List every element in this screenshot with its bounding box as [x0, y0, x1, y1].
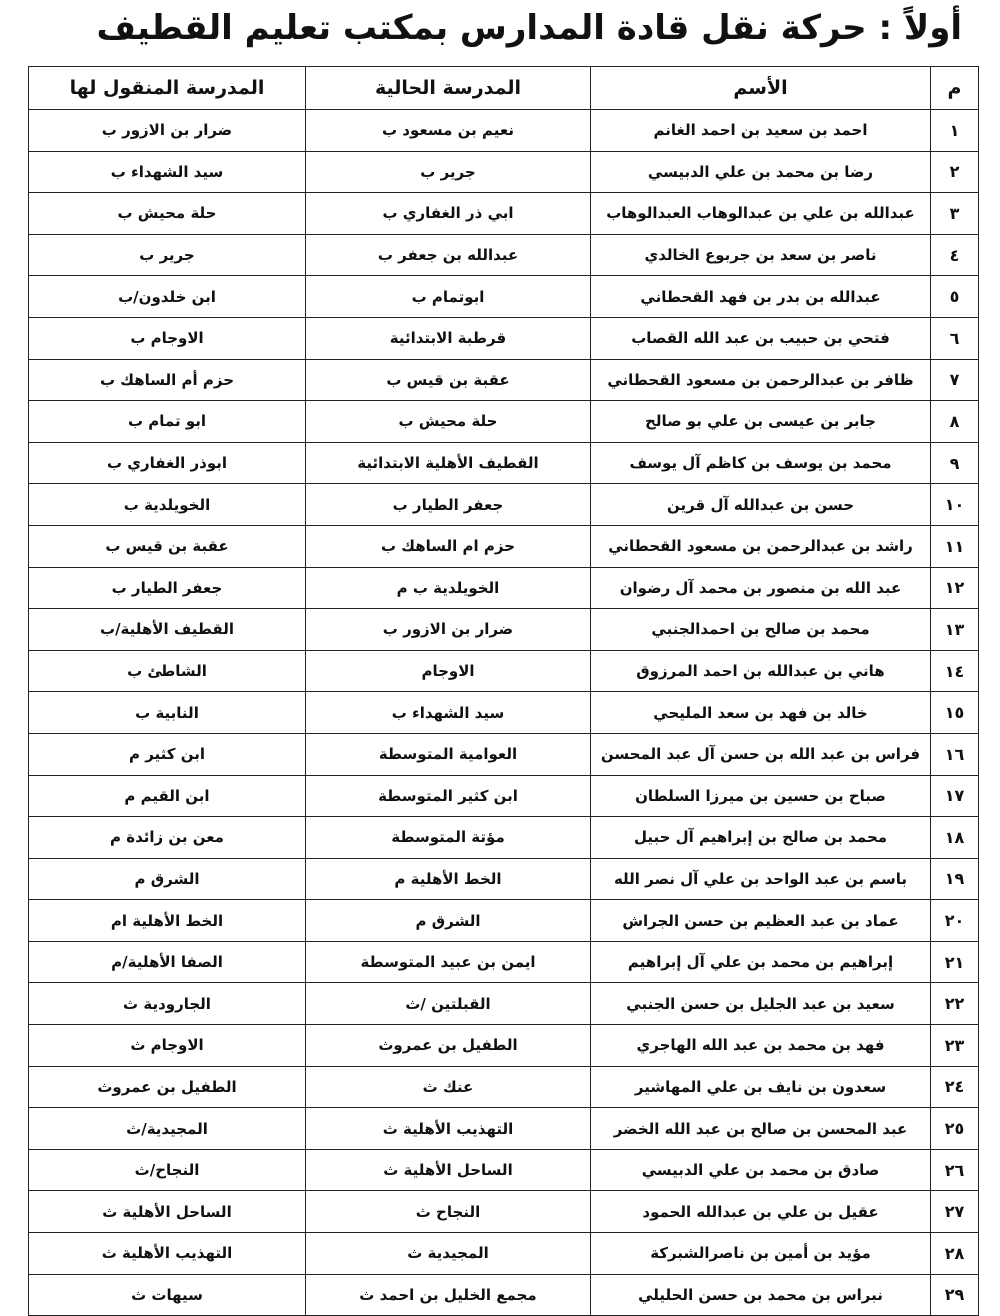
row-name: هاني بن عبدالله بن احمد المرزوق — [591, 650, 931, 692]
row-current-school: المجيدية ث — [306, 1233, 591, 1275]
row-transferred-to: المجيدية/ث — [29, 1108, 306, 1150]
row-transferred-to: القطيف الأهلية/ب — [29, 609, 306, 651]
row-transferred-to: الساحل الأهلية ث — [29, 1191, 306, 1233]
row-number: ١٥ — [931, 692, 979, 734]
row-name: عقيل بن علي بن عبدالله الحمود — [591, 1191, 931, 1233]
row-current-school: الطفيل بن عمروث — [306, 1025, 591, 1067]
table-row — [29, 983, 979, 1025]
table-row — [29, 567, 979, 609]
row-name: صباح بن حسين بن ميرزا السلطان — [591, 775, 931, 817]
row-current-school: القبلتين /ث — [306, 983, 591, 1025]
row-transferred-to: ابن القيم م — [29, 775, 306, 817]
row-transferred-to: الطفيل بن عمروث — [29, 1066, 306, 1108]
table-row — [29, 193, 979, 235]
row-number: ١٠ — [931, 484, 979, 526]
row-transferred-to: معن بن زائدة م — [29, 817, 306, 859]
row-transferred-to: الجارودية ث — [29, 983, 306, 1025]
row-current-school: حزم ام الساهك ب — [306, 525, 591, 567]
row-number: ٢٢ — [931, 983, 979, 1025]
row-current-school: العوامية المتوسطة — [306, 733, 591, 775]
row-name: محمد بن يوسف بن كاظم آل يوسف — [591, 442, 931, 484]
row-transferred-to: ابو تمام ب — [29, 401, 306, 443]
row-transferred-to: التهذيب الأهلية ث — [29, 1233, 306, 1275]
table-row — [29, 401, 979, 443]
row-current-school: النجاح ث — [306, 1191, 591, 1233]
row-number: ٢٩ — [931, 1274, 979, 1316]
row-name: ظافر بن عبدالرحمن بن مسعود القحطاني — [591, 359, 931, 401]
row-number: ٥ — [931, 276, 979, 318]
transfer-table — [28, 66, 979, 1316]
row-number: ١٧ — [931, 775, 979, 817]
row-current-school: التهذيب الأهلية ث — [306, 1108, 591, 1150]
table-row — [29, 276, 979, 318]
row-current-school: الخط الأهلية م — [306, 858, 591, 900]
table-row — [29, 733, 979, 775]
row-number: ٢ — [931, 151, 979, 193]
row-number: ٧ — [931, 359, 979, 401]
row-transferred-to: الخط الأهلية ام — [29, 900, 306, 942]
row-transferred-to: الشاطئ ب — [29, 650, 306, 692]
header-name: الأسم — [591, 67, 931, 110]
row-name: خالد بن فهد بن سعد المليحي — [591, 692, 931, 734]
row-name: راشد بن عبدالرحمن بن مسعود القحطاني — [591, 525, 931, 567]
row-name: حسن بن عبدالله آل قرين — [591, 484, 931, 526]
row-transferred-to: النجاح/ث — [29, 1149, 306, 1191]
table-row — [29, 359, 979, 401]
row-current-school: ابي ذر الغفاري ب — [306, 193, 591, 235]
row-current-school: القطيف الأهلية الابتدائية — [306, 442, 591, 484]
row-number: ٢١ — [931, 941, 979, 983]
row-transferred-to: ابن كثير م — [29, 733, 306, 775]
row-current-school: حلة محيش ب — [306, 401, 591, 443]
row-name: عماد بن عبد العظيم بن حسن الجراش — [591, 900, 931, 942]
row-current-school: الاوجام — [306, 650, 591, 692]
row-name: محمد بن صالح بن احمدالجنبي — [591, 609, 931, 651]
row-number: ١٦ — [931, 733, 979, 775]
row-number: ٩ — [931, 442, 979, 484]
row-name: محمد بن صالح بن إبراهيم آل حبيل — [591, 817, 931, 859]
row-name: احمد بن سعيد بن احمد الغانم — [591, 110, 931, 152]
row-current-school: جرير ب — [306, 151, 591, 193]
header-num: م — [931, 67, 979, 110]
row-transferred-to: سيهات ث — [29, 1274, 306, 1316]
row-number: ٣ — [931, 193, 979, 235]
row-transferred-to: حزم أم الساهك ب — [29, 359, 306, 401]
row-current-school: الخويلدية ب م — [306, 567, 591, 609]
table-row — [29, 1066, 979, 1108]
header-transferred-to: المدرسة المنقول لها — [29, 67, 306, 110]
row-transferred-to: ابن خلدون/ب — [29, 276, 306, 318]
row-current-school: نعيم بن مسعود ب — [306, 110, 591, 152]
row-transferred-to: حلة محيش ب — [29, 193, 306, 235]
table-row — [29, 650, 979, 692]
row-name: عبدالله بن بدر بن فهد القحطاني — [591, 276, 931, 318]
header-current-school: المدرسة الحالية — [306, 67, 591, 110]
row-number: ٢٠ — [931, 900, 979, 942]
row-number: ٢٧ — [931, 1191, 979, 1233]
row-current-school: الساحل الأهلية ث — [306, 1149, 591, 1191]
row-number: ٢٤ — [931, 1066, 979, 1108]
row-current-school: ابوتمام ب — [306, 276, 591, 318]
row-current-school: ضرار بن الازور ب — [306, 609, 591, 651]
row-transferred-to: النابية ب — [29, 692, 306, 734]
row-name: رضا بن محمد بن علي الدبيسي — [591, 151, 931, 193]
row-name: صادق بن محمد بن علي الدبيسي — [591, 1149, 931, 1191]
row-number: ١٣ — [931, 609, 979, 651]
table-row — [29, 858, 979, 900]
row-number: ١٨ — [931, 817, 979, 859]
row-number: ١٤ — [931, 650, 979, 692]
table-row — [29, 1233, 979, 1275]
page-title: أولاً : حركة نقل قادة المدارس بمكتب تعليم القطيف — [96, 8, 962, 48]
table-row — [29, 692, 979, 734]
table-row — [29, 609, 979, 651]
table-row — [29, 1191, 979, 1233]
row-current-school: جعفر الطيار ب — [306, 484, 591, 526]
row-transferred-to: ابوذر الغفاري ب — [29, 442, 306, 484]
row-transferred-to: عقبة بن قيس ب — [29, 525, 306, 567]
row-name: نبراس بن محمد بن حسن الحليلي — [591, 1274, 931, 1316]
row-number: ٢٥ — [931, 1108, 979, 1150]
row-name: سعدون بن نايف بن علي المهاشير — [591, 1066, 931, 1108]
row-current-school: عنك ث — [306, 1066, 591, 1108]
row-name: إبراهيم بن محمد بن علي آل إبراهيم — [591, 941, 931, 983]
table-row — [29, 1149, 979, 1191]
table-row — [29, 525, 979, 567]
row-number: ١ — [931, 110, 979, 152]
row-name: فراس بن عبد الله بن حسن آل عبد المحسن — [591, 733, 931, 775]
row-name: فتحي بن حبيب بن عبد الله القصاب — [591, 317, 931, 359]
row-current-school: سيد الشهداء ب — [306, 692, 591, 734]
row-current-school: عقبة بن قيس ب — [306, 359, 591, 401]
table-row — [29, 1108, 979, 1150]
table-row — [29, 817, 979, 859]
row-transferred-to: جعفر الطيار ب — [29, 567, 306, 609]
row-number: ١٩ — [931, 858, 979, 900]
row-name: سعيد بن عبد الجليل بن حسن الجنبي — [591, 983, 931, 1025]
table-row — [29, 900, 979, 942]
row-name: ناصر بن سعد بن جربوع الخالدي — [591, 234, 931, 276]
row-number: ٢٣ — [931, 1025, 979, 1067]
row-name: جابر بن عيسى بن علي بو صالح — [591, 401, 931, 443]
row-transferred-to: الخويلدية ب — [29, 484, 306, 526]
row-name: عبدالله بن علي بن عبدالوهاب العبدالوهاب — [591, 193, 931, 235]
row-current-school: الشرق م — [306, 900, 591, 942]
table-row — [29, 775, 979, 817]
table-row — [29, 234, 979, 276]
row-transferred-to: الشرق م — [29, 858, 306, 900]
row-transferred-to: الصفا الأهلية/م — [29, 941, 306, 983]
row-current-school: مؤتة المتوسطة — [306, 817, 591, 859]
row-name: باسم بن عبد الواحد بن علي آل نصر الله — [591, 858, 931, 900]
row-number: ١١ — [931, 525, 979, 567]
row-number: ٢٨ — [931, 1233, 979, 1275]
row-transferred-to: سيد الشهداء ب — [29, 151, 306, 193]
row-current-school: عبدالله بن جعفر ب — [306, 234, 591, 276]
row-transferred-to: جرير ب — [29, 234, 306, 276]
row-name: فهد بن محمد بن عبد الله الهاجري — [591, 1025, 931, 1067]
table-row — [29, 317, 979, 359]
row-name: عبد المحسن بن صالح بن عبد الله الخضر — [591, 1108, 931, 1150]
row-number: ٨ — [931, 401, 979, 443]
row-name: مؤيد بن أمين بن ناصرالشبركة — [591, 1233, 931, 1275]
row-number: ٢٦ — [931, 1149, 979, 1191]
table-row — [29, 1274, 979, 1316]
table-row — [29, 151, 979, 193]
row-number: ٦ — [931, 317, 979, 359]
table-header-row — [29, 67, 979, 110]
table-row — [29, 941, 979, 983]
row-current-school: ابن كثير المتوسطة — [306, 775, 591, 817]
row-name: عبد الله بن منصور بن محمد آل رضوان — [591, 567, 931, 609]
row-current-school: قرطبة الابتدائية — [306, 317, 591, 359]
row-current-school: ايمن بن عبيد المتوسطة — [306, 941, 591, 983]
table-row — [29, 1025, 979, 1067]
table-row — [29, 442, 979, 484]
row-number: ١٢ — [931, 567, 979, 609]
row-transferred-to: ضرار بن الازور ب — [29, 110, 306, 152]
table-row — [29, 484, 979, 526]
table-row — [29, 110, 979, 152]
row-transferred-to: الاوجام ث — [29, 1025, 306, 1067]
row-number: ٤ — [931, 234, 979, 276]
row-current-school: مجمع الخليل بن احمد ث — [306, 1274, 591, 1316]
row-transferred-to: الاوجام ب — [29, 317, 306, 359]
